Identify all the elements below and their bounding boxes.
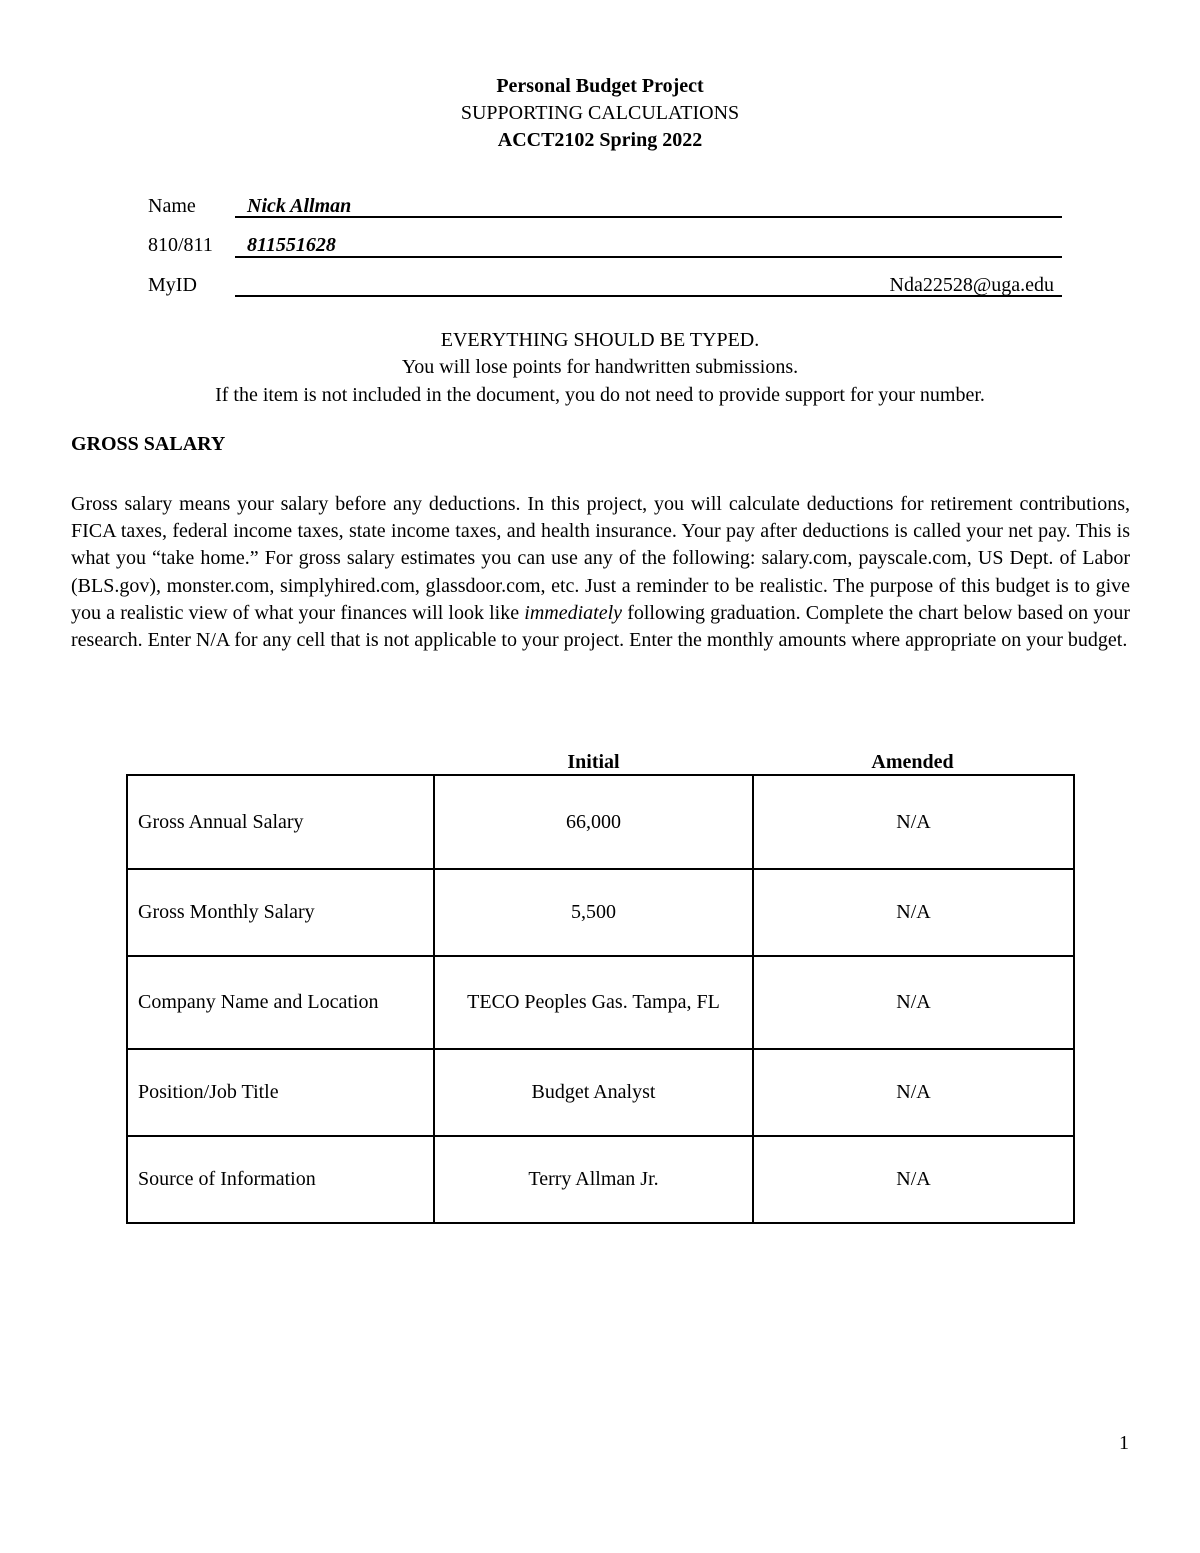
salary-table [126,774,1075,1224]
myid-value: Nda22528@uga.edu [889,274,1054,296]
initial-cell: TECO Peoples Gas. Tampa, FL [434,956,753,1049]
notice-line-3: If the item is not included in the document, you do not need to provide support for your number. [215,384,985,406]
notice-line-1: EVERYTHING SHOULD BE TYPED. [440,329,760,351]
initial-cell: 66,000 [434,775,753,869]
name-label: Name [148,195,196,217]
section-heading: GROSS SALARY [71,433,226,455]
amended-cell: N/A [753,1136,1074,1223]
id-value: 811551628 [247,234,336,256]
row-label: Source of Information [127,1136,434,1223]
instructions-paragraph [71,491,1130,654]
column-header-initial: Initial [567,751,620,773]
myid-underline [235,295,1062,297]
document-subtitle: SUPPORTING CALCULATIONS [460,102,740,124]
amended-cell: N/A [753,956,1074,1049]
paragraph-emphasis: immediately [524,601,623,624]
id-underline [235,256,1062,258]
document-title: Personal Budget Project [496,75,704,97]
name-underline [235,216,1062,218]
initial-cell: 5,500 [434,869,753,956]
paragraph-text-2: following graduation. Complete the chart below based on your research. Enter N/A for any cell that is not applicable to your project. Enter the monthly amounts where appropriate on your budget. [71,601,1130,652]
row-label: Company Name and Location [127,956,434,1049]
notice-line-2: You will lose points for handwritten submissions. [401,356,799,378]
row-label: Gross Annual Salary [127,775,434,869]
id-label: 810/811 [148,234,213,256]
initial-cell: Terry Allman Jr. [434,1136,753,1223]
table-row [127,869,1074,956]
table-row [127,1049,1074,1136]
column-header-amended: Amended [871,751,954,773]
myid-label: MyID [148,274,197,296]
amended-cell: N/A [753,1049,1074,1136]
page-number: 1 [1119,1432,1129,1454]
course-title: ACCT2102 Spring 2022 [497,129,703,151]
paragraph-text-1: Gross salary means your salary before any deductions. In this project, you will calculate deductions for retirement contributions, FICA taxes, federal income taxes, state income taxes, and health insurance. Your pay after deductions is called your net pay. This is what you “take home.” For gross salary estimates you can use any of the following: salary.com, payscale.com, US Dept. of Labor (BLS.gov), monster.com, simplyhired.com, glassdoor.com, etc. Just a reminder to be realistic. The purpose of this budget is to give you a realistic view of what your finances will look like [71,493,1130,624]
row-label: Gross Monthly Salary [127,869,434,956]
amended-cell: N/A [753,869,1074,956]
row-label: Position/Job Title [127,1049,434,1136]
table-row [127,956,1074,1049]
table-row [127,775,1074,869]
name-value: Nick Allman [247,195,352,217]
table-row [127,1136,1074,1223]
amended-cell: N/A [753,775,1074,869]
initial-cell: Budget Analyst [434,1049,753,1136]
